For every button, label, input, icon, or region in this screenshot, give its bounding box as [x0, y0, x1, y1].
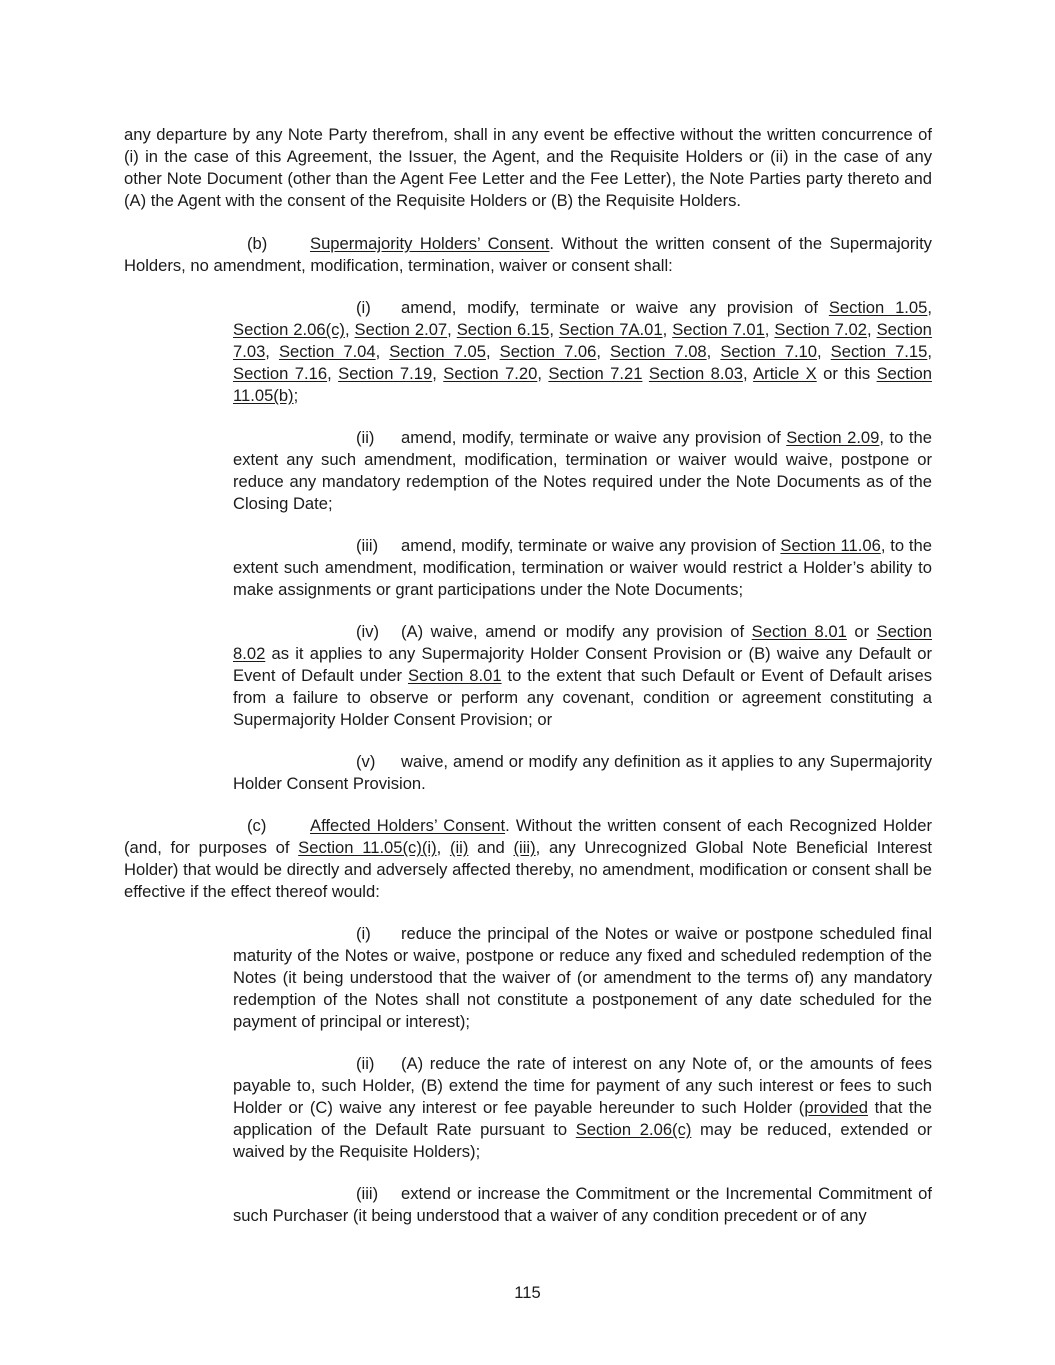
- page-number: 115: [514, 1283, 541, 1302]
- section-b-i: (i) amend, modify, terminate or waive any provision of Section 1.05, Section 2.06(c), Section 2.07, Section 6.15, Section 7A.01, Section 7.01, Section 7.02, Section 7.03, Section 7.04, Section 7.05, Section 7.06, Section 7.08, Section 7.10, Section 7.15, Section 7.16, Section 7.19, Section 7.20, Section 7.21 Section 8.03, Article X or this Section 11.05(b);: [233, 298, 932, 405]
- section-c-label: (c): [247, 816, 267, 835]
- item-label: (ii): [356, 1054, 375, 1073]
- section-ref[interactable]: Section 7.10: [720, 342, 818, 361]
- section-ref[interactable]: Section 7A.01: [558, 320, 663, 339]
- section-ref[interactable]: Section 7.20: [443, 364, 538, 383]
- section-b-ii: (ii) amend, modify, terminate or waive any provision of Section 2.09, to the extent any such amendment, modification, termination or waiver would waive, postpone or reduce any mandatory redemption of the Notes required under the Note Documents as of the Closing Date;: [233, 428, 932, 513]
- section-c-ii: (ii) (A) reduce the rate of interest on any Note of, or the amounts of fees payable to, such Holder, (B) extend the time for payment of any such interest or fees to such Holder or (C) waive any interest or fee payable hereunder to such Holder (provided that the application of the Default Rate pursuant to Section 2.06(c) may be reduced, extended or waived by the Requisite Holders);: [233, 1054, 933, 1161]
- section-b-iii: (iii) amend, modify, terminate or waive any provision of Section 11.06, to the extent such amendment, modification, termination or waiver would restrict a Holder’s ability to make assignments or grant participations under the Note Documents;: [233, 536, 932, 599]
- section-ref[interactable]: Section 7.03: [233, 320, 932, 361]
- section-ref[interactable]: Section 7.21: [548, 364, 643, 383]
- section-ref[interactable]: Section 8.02: [233, 622, 932, 663]
- section-ref[interactable]: Section 7.06: [499, 342, 597, 361]
- section-c-title: Affected Holders’ Consent: [310, 816, 506, 835]
- section-b-label: (b): [247, 234, 268, 253]
- section-ref[interactable]: Section 2.06(c): [233, 320, 345, 339]
- item-label: (iv): [356, 622, 380, 641]
- section-ref[interactable]: Section 2.09: [786, 428, 880, 447]
- section-ref[interactable]: Section 7.02: [774, 320, 867, 339]
- intro-paragraph: any departure by any Note Party therefrom, shall in any event be effective without the written concurrence of (i) in the case of this Agreement, the Issuer, the Agent, and the Requisite Holders or (ii) in the case of any other Note Document (other than the Agent Fee Letter and the Fee Letter), the Note Parties party thereto and (A) the Agent with the consent of the Requisite Holders or (B) the Requisite Holders.: [124, 125, 932, 210]
- section-ref[interactable]: Section 1.05: [828, 298, 928, 317]
- item-label: (v): [356, 752, 376, 771]
- section-ref[interactable]: Section 8.01: [407, 666, 502, 685]
- section-b-paragraph: (b) Supermajority Holders’ Consent. Without the written consent of the Supermajority Holders, no amendment, modification, termination, waiver or consent shall:: [124, 234, 932, 275]
- section-ref[interactable]: Section 11.05(b): [233, 364, 932, 405]
- section-ref[interactable]: Section 7.08: [609, 342, 707, 361]
- section-ref[interactable]: Section 7.15: [830, 342, 928, 361]
- section-b-v: (v) waive, amend or modify any definition as it applies to any Supermajority Holder Consent Provision.: [233, 752, 932, 793]
- section-c-paragraph: (c) Affected Holders’ Consent. Without the written consent of each Recognized Holder (and, for purposes of Section 11.05(c)(i), (ii) and (iii), any Unrecognized Global Note Beneficial Interest Holder) that would be directly and adversely affected thereby, no amendment, modification or consent shall be effective if the effect thereof would:: [124, 816, 932, 901]
- item-label: (iii): [356, 536, 379, 555]
- section-ref[interactable]: Section 11.06: [780, 536, 881, 555]
- section-ref[interactable]: Section 7.04: [278, 342, 376, 361]
- item-label: (i): [356, 298, 371, 317]
- section-ref[interactable]: Section 8.01: [751, 622, 847, 641]
- section-ref[interactable]: Section 6.15: [456, 320, 550, 339]
- section-ref[interactable]: Section 7.01: [672, 320, 765, 339]
- section-ref[interactable]: Section 2.06(c): [575, 1120, 692, 1139]
- section-b-iv: (iv) (A) waive, amend or modify any provision of Section 8.01 or Section 8.02 as it applies to any Supermajority Holder Consent Provision or (B) waive any Default or Event of Default under Section 8.01 to the extent that such Default or Event of Default arises from a failure to observe or perform any covenant, condition or agreement constituting a Supermajority Holder Consent Provision; or: [233, 622, 932, 729]
- item-label: (ii): [356, 428, 375, 447]
- provided-term: provided: [804, 1098, 868, 1117]
- section-ref[interactable]: (iii): [513, 838, 536, 857]
- section-b-title: Supermajority Holders’ Consent: [310, 234, 550, 253]
- item-label: (i): [356, 924, 371, 943]
- section-c-iii: (iii) extend or increase the Commitment or the Incremental Commitment of such Purchaser (it being understood that a waiver of any condition precedent or of any: [233, 1184, 932, 1225]
- section-ref[interactable]: Article X: [753, 364, 817, 383]
- section-ref[interactable]: Section 7.05: [389, 342, 486, 361]
- section-ref[interactable]: Section 2.07: [354, 320, 448, 339]
- section-ref[interactable]: Section 8.03: [648, 364, 743, 383]
- section-c-i: (i) reduce the principal of the Notes or waive or postpone scheduled final maturity of the Notes or waive, postpone or reduce any fixed and scheduled redemption of the Notes (it being understood that the waiver of (or amendment to the terms of) any mandatory redemption of the Notes shall not constitute a postponement of any date scheduled for the payment of principal or interest);: [233, 924, 932, 1031]
- section-ref[interactable]: (ii): [449, 838, 469, 857]
- section-ref[interactable]: Section 7.19: [338, 364, 433, 383]
- section-ref[interactable]: Section 11.05(c)(i): [298, 838, 437, 857]
- item-label: (iii): [356, 1184, 379, 1203]
- section-ref[interactable]: Section 7.16: [233, 364, 328, 383]
